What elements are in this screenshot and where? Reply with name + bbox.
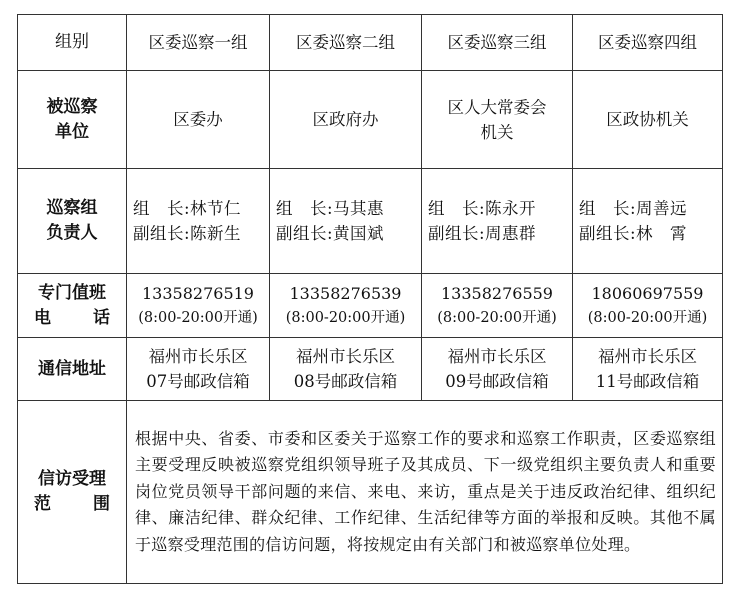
phone-cell: 13358276559 (8:00-20:00开通) (422, 274, 573, 338)
inspected-unit: 区人大常委会 机关 (422, 71, 573, 169)
address-cell: 福州市长乐区 08号邮政信箱 (270, 338, 422, 401)
leaders-cell: 组 长:马其惠 副组长:黄国斌 (270, 169, 422, 274)
leaders-label: 巡察组 负责人 (18, 169, 127, 274)
address-row (18, 338, 723, 401)
inspected-unit-row (18, 71, 723, 169)
group-name: 区委巡察四组 (573, 15, 723, 71)
scope-description: 根据中央、省委、市委和区委关于巡察工作的要求和巡察工作职责，区委巡察组主要受理反映被巡察党组织领导班子及其成员、下一级党组织主要负责人和重要岗位党员领导干部问题的来信、来电、来访，重点是关于违反政治纪律、组织纪律、廉洁纪律、群众纪律、工作纪律、生活纪律等方面的举报和反映。其他不属于巡察受理范围的信访问题，将按规定由有关部门和被巡察单位处理。 (127, 401, 723, 584)
scope-label: 信访受理 范 围 (18, 401, 127, 584)
leaders-cell: 组 长:林节仁 副组长:陈新生 (127, 169, 270, 274)
group-label: 组别 (18, 15, 127, 71)
address-label: 通信地址 (18, 338, 127, 401)
scope-row (18, 401, 723, 584)
phone-cell: 13358276519 (8:00-20:00开通) (127, 274, 270, 338)
leaders-cell: 组 长:陈永开 副组长:周惠群 (422, 169, 573, 274)
group-header-row (18, 15, 723, 71)
inspected-unit: 区政协机关 (573, 71, 723, 169)
phone-row (18, 274, 723, 338)
inspection-info-table (17, 14, 723, 584)
phone-cell: 18060697559 (8:00-20:00开通) (573, 274, 723, 338)
group-name: 区委巡察三组 (422, 15, 573, 71)
leaders-row (18, 169, 723, 274)
address-cell: 福州市长乐区 09号邮政信箱 (422, 338, 573, 401)
inspected-unit: 区政府办 (270, 71, 422, 169)
group-name: 区委巡察一组 (127, 15, 270, 71)
inspected-unit: 区委办 (127, 71, 270, 169)
address-cell: 福州市长乐区 11号邮政信箱 (573, 338, 723, 401)
phone-cell: 13358276539 (8:00-20:00开通) (270, 274, 422, 338)
group-name: 区委巡察二组 (270, 15, 422, 71)
phone-label: 专门值班 电 话 (18, 274, 127, 338)
leaders-cell: 组 长:周善远 副组长:林 霄 (573, 169, 723, 274)
inspected-unit-label: 被巡察 单位 (18, 71, 127, 169)
address-cell: 福州市长乐区 07号邮政信箱 (127, 338, 270, 401)
